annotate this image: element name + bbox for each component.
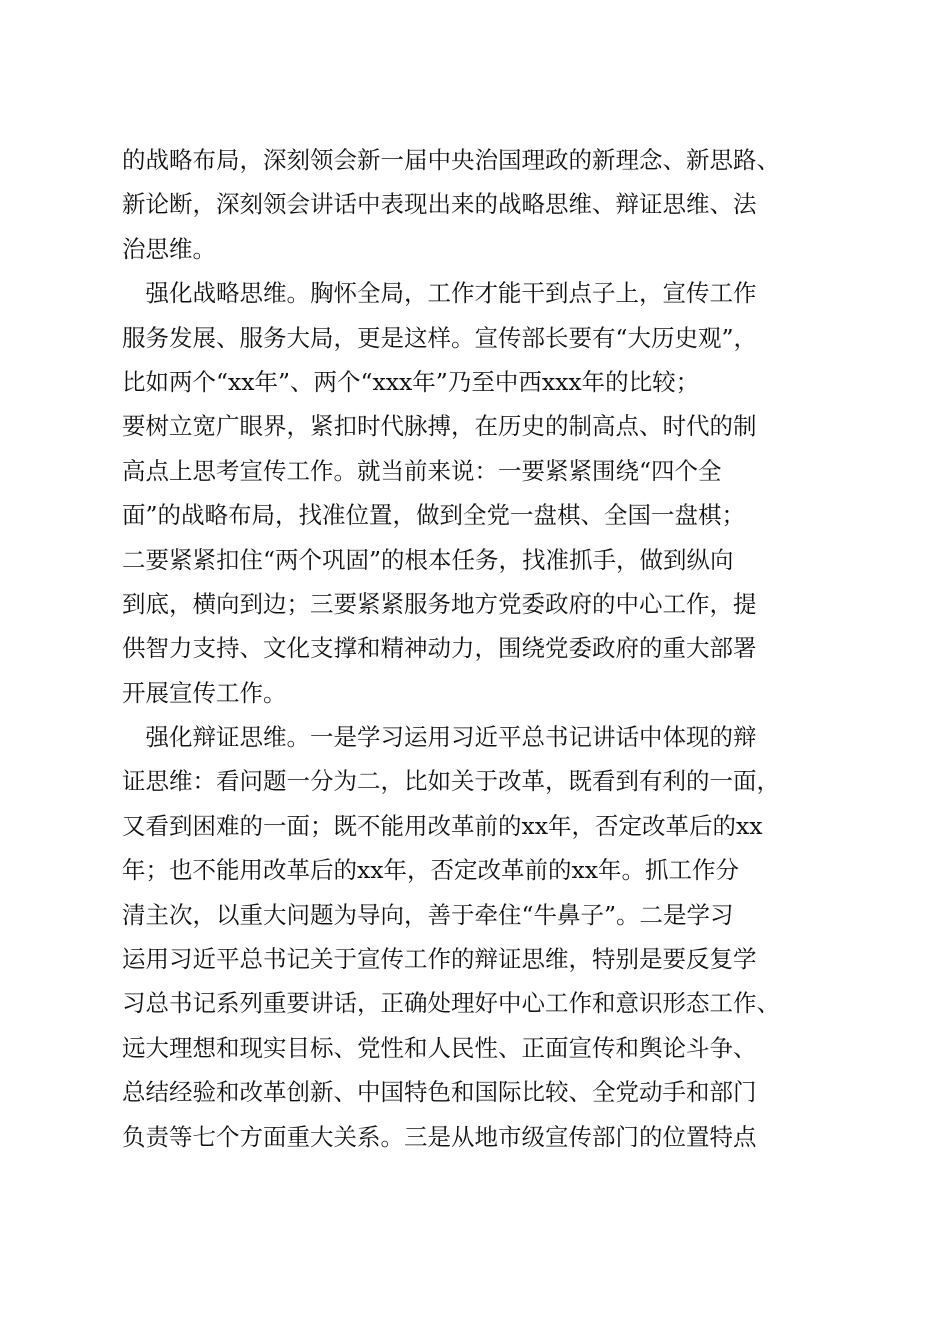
text-line: 证思维：看问题一分为二，比如关于改革，既看到有利的一面，	[122, 767, 780, 796]
text-line: 要树立宽广眼界，紧扣时代脉搏，在历史的制高点、时代的制	[122, 412, 757, 441]
text-line: 远大理想和现实目标、党性和人民性、正面宣传和舆论斗争、	[122, 1033, 757, 1062]
text-line: 治思维。	[122, 234, 216, 263]
text-line: 负责等七个方面重大关系。三是从地市级宣传部门的位置特点	[122, 1122, 757, 1151]
text-line: 到底，横向到边；三要紧紧服务地方党委政府的中心工作，提	[122, 589, 757, 618]
text-line: 二要紧紧扣住“两个巩固”的根本任务，找准抓手，做到纵向	[122, 545, 734, 574]
text-line: 面”的战略布局，找准位置，做到全党一盘棋、全国一盘棋；	[122, 501, 746, 530]
text-line: 高点上思考宣传工作。就当前来说：一要紧紧围绕“四个全	[122, 456, 722, 485]
text-line: 服务发展、服务大局，更是这样。宣传部长要有“大历史观”，	[122, 323, 758, 352]
text-line: 新论断，深刻领会讲话中表现出来的战略思维、辩证思维、法	[122, 190, 757, 219]
text-line: 清主次，以重大问题为导向，善于牵住“牛鼻子”。二是学习	[122, 900, 734, 929]
text-line: 又看到困难的一面；既不能用改革前的xx年，否定改革后的xx	[122, 811, 763, 840]
text-line: 供智力支持、文化支撑和精神动力，围绕党委政府的重大部署	[122, 634, 757, 663]
text-line: 总结经验和改革创新、中国特色和国际比较、全党动手和部门	[122, 1078, 757, 1107]
text-line: 开展宣传工作。	[122, 678, 287, 707]
text-line: 强化辩证思维。一是学习运用习近平总书记讲话中体现的辩	[122, 723, 757, 752]
text-line: 比如两个“xx年”、两个“xxx年”乃至中西xxx年的比较；	[122, 367, 700, 396]
text-line: 强化战略思维。胸怀全局，工作才能干到点子上，宣传工作	[122, 279, 757, 308]
text-line: 习总书记系列重要讲话，正确处理好中心工作和意识形态工作、	[122, 989, 780, 1018]
text-line: 年；也不能用改革后的xx年，否定改革前的xx年。抓工作分	[122, 856, 740, 885]
text-line: 的战略布局，深刻领会新一届中央治国理政的新理念、新思路、	[122, 146, 780, 174]
body-text	[122, 138, 842, 1159]
text-line: 运用习近平总书记关于宣传工作的辩证思维，特别是要反复学	[122, 945, 757, 974]
